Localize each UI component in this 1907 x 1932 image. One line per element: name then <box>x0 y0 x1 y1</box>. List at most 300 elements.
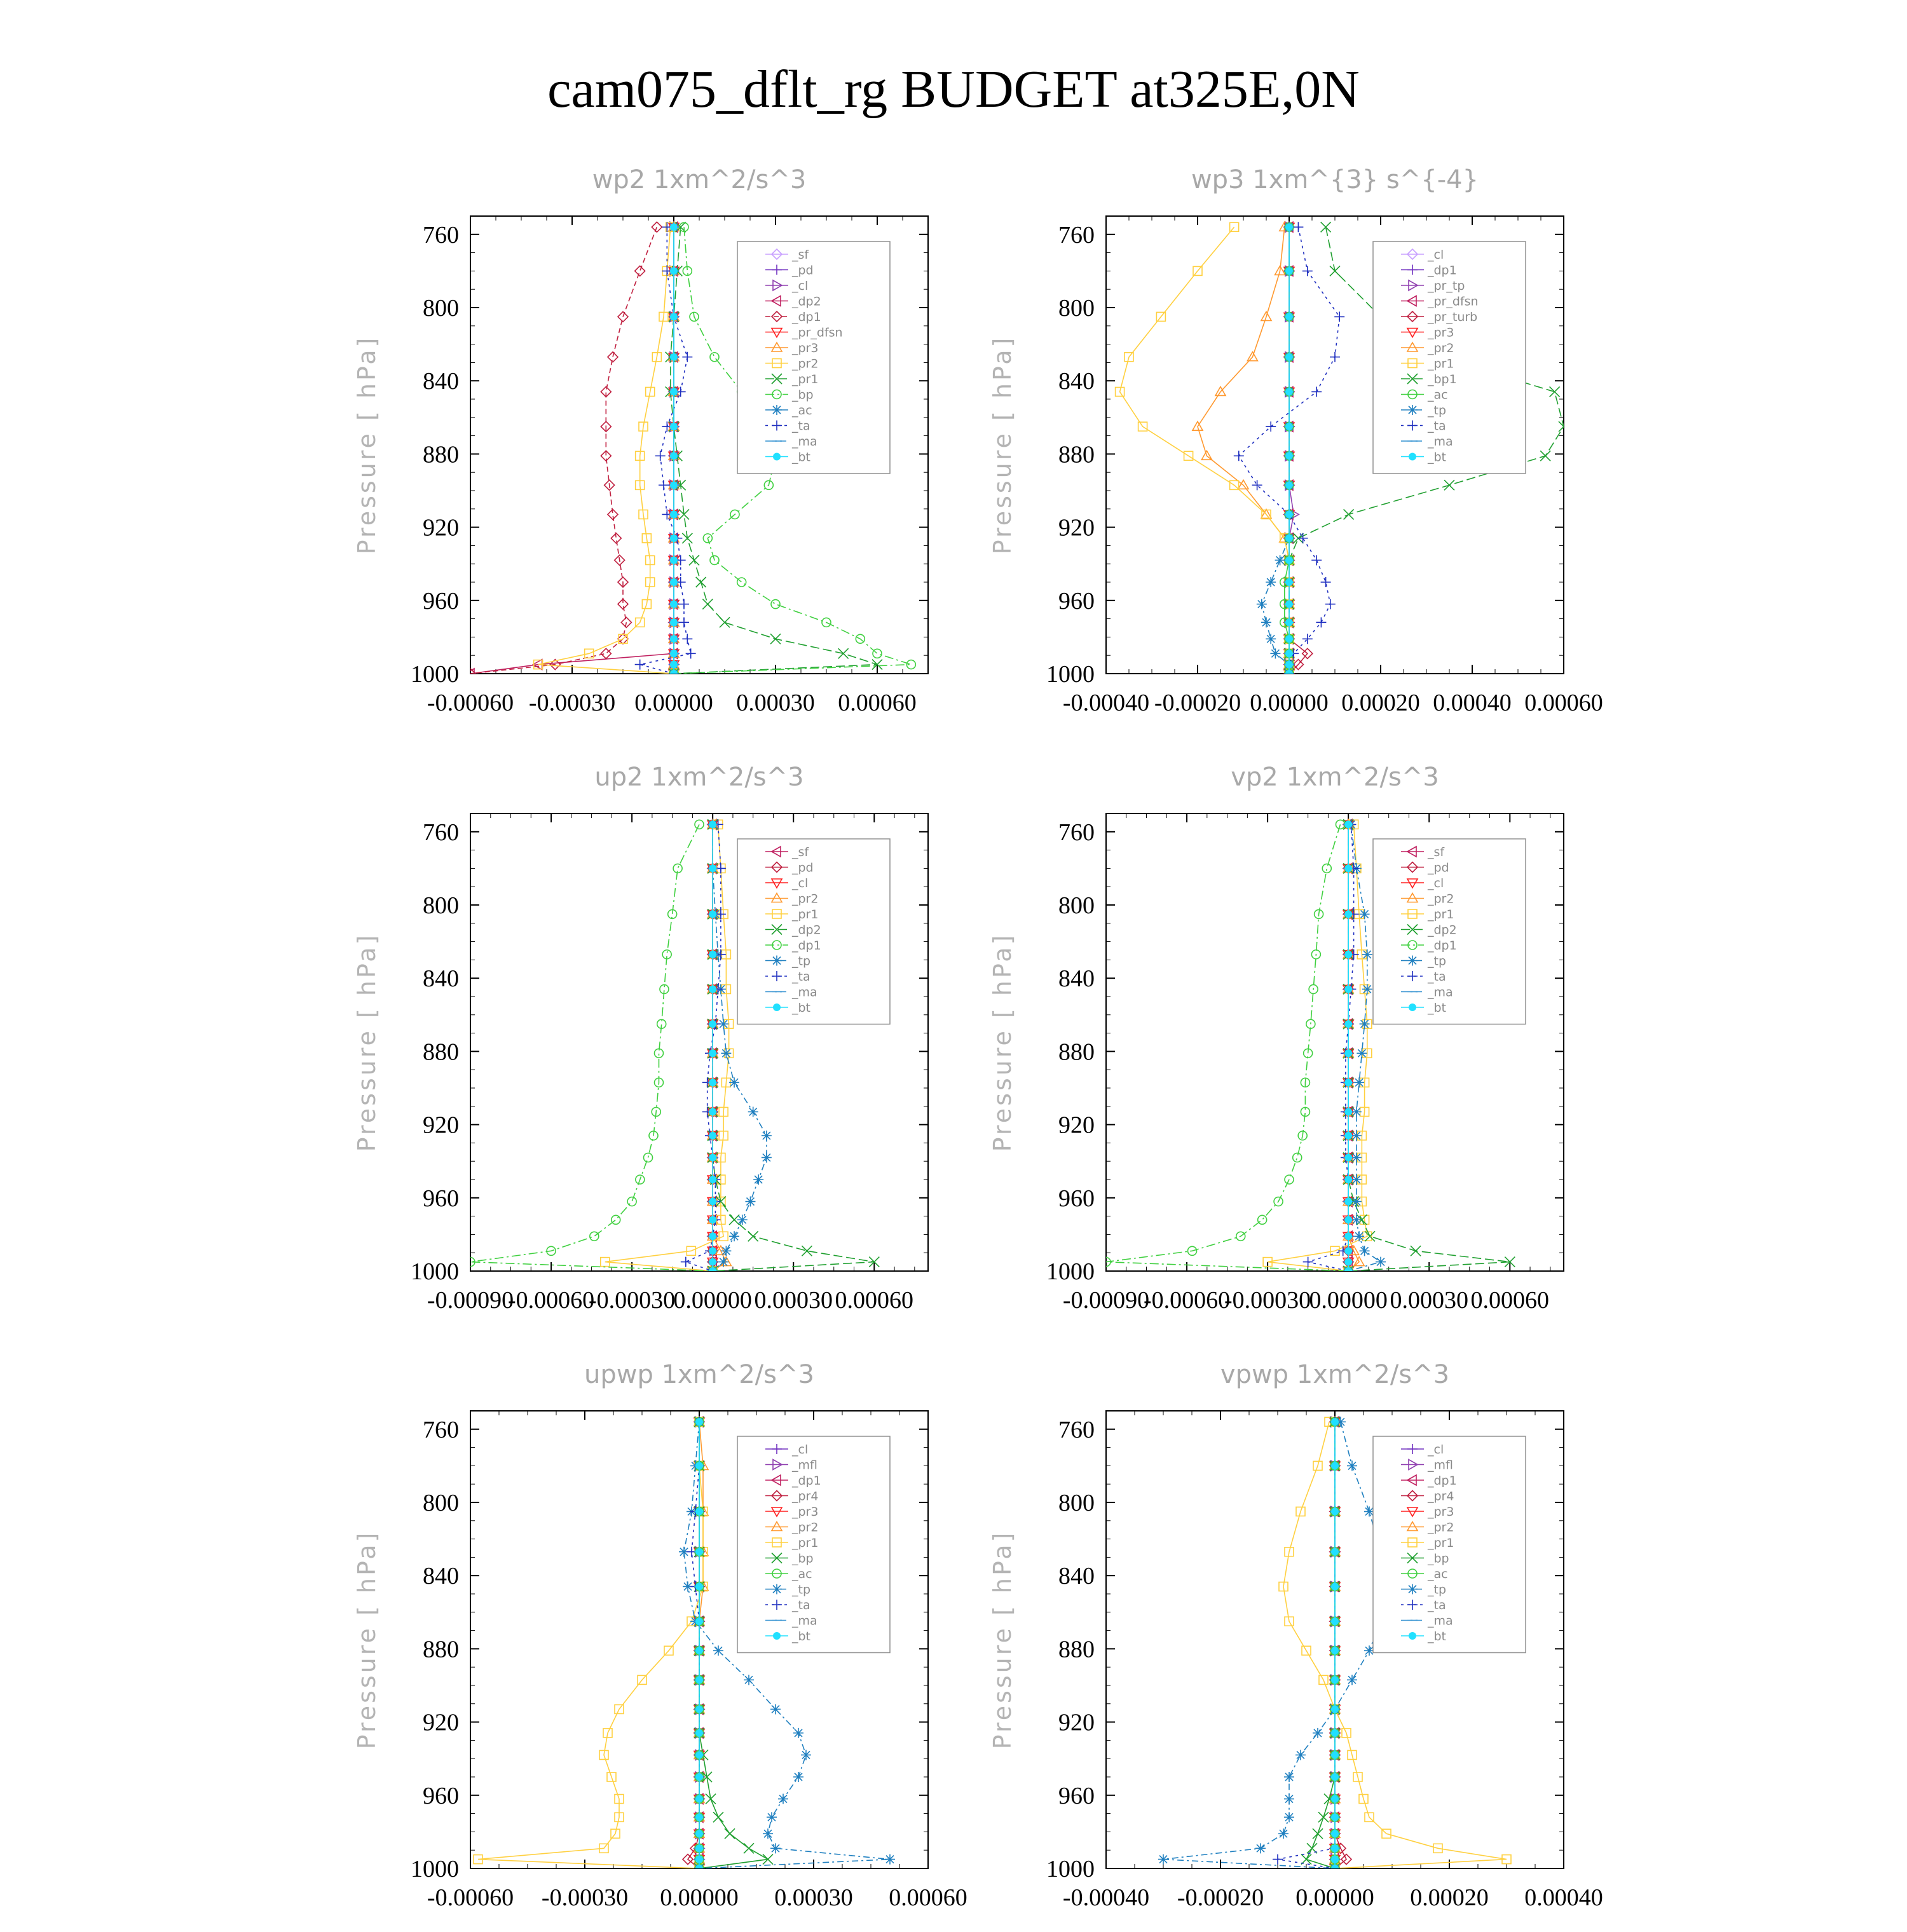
y-tick-label: 760 <box>423 819 459 846</box>
data-point-bt <box>1285 481 1293 489</box>
data-point-ta <box>1330 352 1340 362</box>
legend-label-ta: _ta <box>1428 970 1446 984</box>
series-dp1 <box>466 820 717 1276</box>
data-point-dp1 <box>611 533 621 543</box>
data-point-tp <box>1354 1231 1364 1241</box>
data-point-bt <box>1344 1078 1352 1086</box>
data-point-bp <box>771 600 780 609</box>
x-tick-label: -0.00090 <box>427 1287 514 1314</box>
series-line-dp1 <box>470 824 713 1271</box>
legend-label-ac: _ac <box>1428 1567 1448 1581</box>
legend-label-pr3: _pr3 <box>1428 1505 1454 1519</box>
legend-label-pd: _pd <box>792 263 814 278</box>
data-point-tp <box>745 1197 755 1207</box>
data-point-bt <box>709 1198 716 1206</box>
series-line-dp2 <box>470 227 674 674</box>
legend-label-pr4: _pr4 <box>792 1489 819 1504</box>
data-point-bt <box>695 1729 703 1737</box>
data-point-ta <box>1325 599 1336 609</box>
legend-label-dp2: _dp2 <box>1428 923 1457 937</box>
y-axis-label: Pressure [ hPa] <box>988 932 1016 1152</box>
legend-label-bp1: _bp1 <box>1428 372 1457 386</box>
data-point-bt <box>1331 1582 1339 1590</box>
data-point-bt <box>695 1582 703 1590</box>
data-point-ta <box>1252 480 1262 490</box>
x-tick-label: -0.00060 <box>507 1287 595 1314</box>
data-point-bt <box>709 1108 716 1115</box>
data-point-bt <box>670 556 678 564</box>
data-point-bt <box>709 1020 716 1028</box>
data-point-bt <box>670 388 678 395</box>
legend-label-pr1: _pr1 <box>1428 1536 1454 1550</box>
series-tp <box>1257 222 1294 679</box>
x-tick-label: 0.00000 <box>660 1884 739 1911</box>
y-tick-label: 960 <box>1058 1782 1095 1809</box>
series-ta <box>681 819 726 1276</box>
data-point-tp <box>737 1214 748 1225</box>
data-point-ta <box>1303 1257 1313 1267</box>
data-point-bt <box>695 1773 703 1781</box>
series-ac <box>1280 222 1294 678</box>
x-tick-label: 0.00000 <box>1309 1287 1388 1314</box>
data-point-bt <box>1285 423 1293 430</box>
data-point-bt <box>1344 1258 1352 1266</box>
data-point-bt <box>695 1462 703 1469</box>
legend-label-ta: _ta <box>792 1598 810 1612</box>
legend-label-pr2: _pr2 <box>792 357 819 371</box>
data-point-bt <box>1331 1795 1339 1803</box>
data-point-dp1 <box>644 1153 653 1162</box>
legend-label-sf: _sf <box>792 248 809 262</box>
legend-label-ac: _ac <box>792 1567 812 1581</box>
data-point-bt <box>1331 1830 1339 1837</box>
data-point-ta <box>1311 555 1322 565</box>
data-point-tp <box>770 1704 781 1714</box>
data-point-tp <box>753 1174 763 1185</box>
legend-label-pr3: _pr3 <box>792 341 819 355</box>
data-point-bt <box>1285 635 1293 643</box>
y-tick-label: 800 <box>1058 892 1095 919</box>
legend-label-ma: _ma <box>792 985 817 1000</box>
series-dp2 <box>465 222 678 679</box>
data-point-bt <box>695 1617 703 1625</box>
legend-label-cl: _cl <box>1428 876 1444 890</box>
figure-title: cam075_dflt_rg BUDGET at325E,0N <box>547 60 1360 119</box>
data-point-bt <box>670 353 678 361</box>
data-point-bp <box>873 649 882 658</box>
data-point-bt <box>1285 452 1293 459</box>
series-ta <box>1273 1417 1340 1874</box>
y-axis-label: Pressure [ hPa] <box>353 1530 381 1750</box>
data-point-ta <box>679 599 689 609</box>
chart-panel-vp2 <box>966 750 1602 1335</box>
y-tick-label: 960 <box>1058 1185 1095 1212</box>
data-point-tp <box>1270 648 1280 658</box>
data-point-bt <box>1331 1751 1339 1759</box>
legend-label-pr2: _pr2 <box>792 1520 819 1535</box>
series-ta <box>1303 819 1359 1276</box>
data-point-bt <box>1285 601 1293 608</box>
data-point-tp <box>744 1675 754 1685</box>
legend-label-ma: _ma <box>1428 435 1453 449</box>
data-point-tp <box>1376 1257 1386 1267</box>
legend-label-bp: _bp <box>1428 1551 1449 1566</box>
data-point-bt <box>1344 1108 1352 1115</box>
data-point-bt <box>695 1813 703 1821</box>
data-point-bt <box>670 452 678 459</box>
legend-label-bt: _bt <box>1428 1001 1447 1015</box>
series-pr-tp <box>1285 222 1299 679</box>
data-point-tp <box>1284 1812 1294 1822</box>
data-point-ta <box>1302 266 1313 276</box>
legend-marker-bt <box>773 1632 781 1640</box>
data-point-bt <box>670 423 678 430</box>
data-point-dp1 <box>635 266 645 276</box>
data-point-tp <box>748 1106 758 1117</box>
panel-title: vpwp 1xm^2/s^3 <box>1220 1360 1450 1389</box>
data-point-tp <box>1261 617 1271 627</box>
data-point-tp <box>729 1231 739 1241</box>
legend-label-tp: _tp <box>792 954 811 969</box>
data-point-pr1 <box>838 648 849 658</box>
legend-label-ma: _ma <box>792 1614 817 1628</box>
data-point-tp <box>1266 634 1276 644</box>
data-point-bp <box>1313 1828 1323 1839</box>
x-tick-label: 0.00000 <box>1295 1884 1374 1911</box>
data-point-pr1 <box>702 599 713 609</box>
legend-marker-tp <box>772 1584 782 1595</box>
legend-marker-tp <box>1407 1584 1418 1595</box>
legend-label-bp: _bp <box>792 1551 814 1566</box>
legend-marker-tp <box>1407 956 1418 966</box>
data-point-bt <box>1344 1232 1352 1240</box>
panel-title: wp2 1xm^2/s^3 <box>592 165 807 194</box>
data-point-dp1 <box>1258 1215 1267 1224</box>
legend-label-sf: _sf <box>792 845 809 859</box>
data-point-bt <box>695 1676 703 1684</box>
y-tick-label: 760 <box>1058 819 1095 846</box>
x-tick-label: 0.00060 <box>889 1884 967 1911</box>
legend-label-pr2: _pr2 <box>1428 892 1454 906</box>
y-axis-label: Pressure [ hPa] <box>988 335 1016 555</box>
x-tick-label: -0.00090 <box>1062 1287 1150 1314</box>
legend-label-pr-dfsn: _pr_dfsn <box>792 325 843 340</box>
legend-label-dp1: _dp1 <box>1428 263 1457 278</box>
data-point-ta <box>681 1257 691 1267</box>
data-point-bt <box>670 267 678 275</box>
legend-label-pr1: _pr1 <box>1428 908 1454 922</box>
data-point-tp <box>1347 1460 1357 1471</box>
data-point-dp2 <box>1411 1246 1421 1256</box>
data-point-ta <box>1273 1854 1283 1865</box>
data-point-bt <box>670 635 678 643</box>
data-point-bt <box>695 1548 703 1556</box>
legend-label-pd: _pd <box>792 861 814 875</box>
y-tick-label: 840 <box>423 1563 459 1590</box>
data-point-ta <box>682 634 692 644</box>
series-pr4 <box>1330 1417 1351 1874</box>
data-point-bt <box>1285 578 1293 586</box>
legend-label-cl: _cl <box>792 1443 809 1457</box>
legend-label-cl: _cl <box>1428 1443 1444 1457</box>
data-point-bt <box>709 1232 716 1240</box>
data-point-bt <box>1344 910 1352 918</box>
legend-label-pr-tp: _pr_tp <box>1428 279 1465 293</box>
y-tick-label: 920 <box>423 1709 459 1736</box>
y-tick-label: 840 <box>423 368 459 395</box>
data-point-tp <box>718 1257 728 1267</box>
legend-label-tp: _tp <box>1428 404 1447 418</box>
data-point-tp <box>721 1048 731 1058</box>
data-point-bt <box>1285 556 1293 564</box>
data-point-bt <box>709 1267 716 1275</box>
data-point-bt <box>670 661 678 669</box>
data-point-bt <box>1331 1647 1339 1654</box>
data-point-bt <box>1344 951 1352 958</box>
series-pr1 <box>1263 820 1372 1276</box>
data-point-bt <box>695 1865 703 1872</box>
legend-label-pr1: _pr1 <box>1428 357 1454 371</box>
x-tick-label: 0.00060 <box>835 1287 914 1314</box>
legend-marker-ac <box>772 405 782 415</box>
legend-label-pr2: _pr2 <box>1428 341 1454 355</box>
x-tick-label: 0.00060 <box>1524 690 1603 716</box>
data-point-tp <box>770 1843 781 1853</box>
data-point-tp <box>1255 1843 1266 1853</box>
data-point-ta <box>1321 577 1331 587</box>
data-point-tp <box>1313 1728 1323 1738</box>
data-point-pr2 <box>1238 480 1248 489</box>
y-tick-label: 920 <box>1058 1709 1095 1736</box>
data-point-pr1 <box>682 533 692 543</box>
legend-label-pr-turb: _pr_turb <box>1428 310 1478 324</box>
series-sf <box>707 819 716 1276</box>
y-tick-label: 800 <box>423 1490 459 1516</box>
data-point-bt <box>709 1132 716 1139</box>
y-tick-label: 760 <box>1058 1416 1095 1443</box>
legend-label-dp1: _dp1 <box>1428 1474 1457 1488</box>
data-point-bt <box>1344 1267 1352 1275</box>
series-sf <box>1343 819 1352 1276</box>
data-point-tp <box>1295 1750 1306 1760</box>
data-point-tp <box>1278 1828 1288 1839</box>
data-point-bt <box>670 578 678 586</box>
data-point-bt <box>1331 1844 1339 1852</box>
data-point-tp <box>713 1645 723 1656</box>
y-tick-label: 800 <box>1058 1490 1095 1516</box>
data-point-pr1 <box>696 577 706 587</box>
data-point-bt <box>670 313 678 320</box>
legend <box>737 1436 890 1653</box>
data-point-tp <box>762 1152 772 1162</box>
data-point-tp <box>1360 909 1370 919</box>
y-tick-label: 880 <box>423 1038 459 1066</box>
data-point-bt <box>709 1078 716 1086</box>
data-point-bt <box>1344 1176 1352 1183</box>
data-point-tp <box>801 1750 811 1760</box>
y-tick-label: 960 <box>423 1782 459 1809</box>
y-axis-label: Pressure [ hPa] <box>353 932 381 1152</box>
data-point-bp <box>1318 1812 1329 1822</box>
legend-label-pr1: _pr1 <box>792 908 819 922</box>
data-point-bp <box>710 353 719 362</box>
y-tick-label: 800 <box>1058 295 1095 322</box>
data-point-ta <box>1311 386 1322 397</box>
legend-label-pr2: _pr2 <box>1428 1520 1454 1535</box>
data-point-bp <box>737 578 746 587</box>
data-point-bp1 <box>1321 222 1331 232</box>
y-tick-label: 960 <box>423 587 459 615</box>
series-pr2 <box>1193 222 1294 677</box>
data-point-bt <box>1331 1507 1339 1515</box>
x-tick-label: 0.00030 <box>754 1287 833 1314</box>
y-tick-label: 880 <box>423 1636 459 1663</box>
legend-label-ta: _ta <box>1428 1598 1446 1612</box>
y-tick-label: 960 <box>1058 587 1095 615</box>
y-tick-label: 920 <box>423 1112 459 1139</box>
data-point-bt <box>1285 661 1293 669</box>
data-point-bt <box>670 534 678 542</box>
legend-label-cl: _cl <box>1428 248 1444 262</box>
legend-label-mfl: _mfl <box>792 1458 817 1473</box>
data-point-tp <box>1354 1077 1364 1087</box>
data-point-tp <box>1266 577 1276 587</box>
series-dp1 <box>1102 820 1353 1276</box>
y-tick-label: 1000 <box>1046 1856 1095 1882</box>
x-tick-label: 0.00030 <box>1390 1287 1468 1314</box>
legend-label-ac: _ac <box>792 404 812 418</box>
x-tick-label: -0.00030 <box>589 1287 676 1314</box>
data-point-bt <box>1344 1216 1352 1223</box>
legend-label-bt: _bt <box>792 1629 811 1643</box>
data-point-bp1 <box>1550 386 1560 397</box>
data-point-bt <box>695 1751 703 1759</box>
legend-marker-tp <box>1407 405 1418 415</box>
data-point-bt <box>1285 618 1293 626</box>
data-point-bt <box>1344 1049 1352 1057</box>
data-point-dp2 <box>802 1246 812 1256</box>
data-point-bp1 <box>1540 451 1550 461</box>
data-point-tp <box>762 1131 772 1141</box>
legend-marker-bt <box>1409 1632 1416 1640</box>
data-point-bt <box>1331 1856 1339 1863</box>
data-point-bt <box>1331 1729 1339 1737</box>
data-point-bt <box>670 510 678 518</box>
series-bt <box>1331 1418 1339 1872</box>
data-point-bt <box>1344 820 1352 828</box>
data-point-tp <box>1284 1794 1294 1804</box>
data-point-bt <box>670 670 678 677</box>
data-point-tp <box>1360 1019 1370 1029</box>
x-tick-label: 0.00020 <box>1410 1884 1489 1911</box>
data-point-tp <box>1357 1048 1367 1058</box>
y-tick-label: 880 <box>1058 1038 1095 1066</box>
legend-label-dp1: _dp1 <box>1428 939 1457 953</box>
data-point-bt <box>709 985 716 993</box>
data-point-bt <box>1285 388 1293 395</box>
data-point-bt <box>1344 1247 1352 1255</box>
data-point-tp <box>763 1828 773 1839</box>
data-point-tp <box>1347 1675 1357 1685</box>
data-point-bp1 <box>1330 266 1340 276</box>
data-point-tp <box>793 1728 803 1738</box>
data-point-bt <box>709 1153 716 1161</box>
data-point-bt <box>1285 267 1293 275</box>
data-point-tp <box>1362 984 1372 994</box>
data-point-tp <box>721 1246 731 1256</box>
legend-label-ac: _ac <box>1428 388 1448 402</box>
data-point-bt <box>1331 1865 1339 1872</box>
data-point-bt <box>709 1258 716 1266</box>
data-point-ta <box>686 648 696 658</box>
legend-label-cl: _cl <box>792 876 809 890</box>
data-point-dp1 <box>1293 1153 1302 1162</box>
legend-label-pr3: _pr3 <box>1428 325 1454 340</box>
y-tick-label: 920 <box>1058 1112 1095 1139</box>
x-tick-label: 0.00000 <box>634 690 713 716</box>
panel-title: vp2 1xm^2/s^3 <box>1231 763 1439 792</box>
data-point-bt <box>1331 1617 1339 1625</box>
data-point-ta <box>1293 222 1303 232</box>
data-point-bt <box>709 1216 716 1223</box>
y-tick-label: 760 <box>423 221 459 248</box>
legend-label-dp2: _dp2 <box>792 294 821 309</box>
data-point-bp <box>713 1812 723 1822</box>
data-point-bt <box>1344 1153 1352 1161</box>
data-point-bp1 <box>1444 480 1454 490</box>
legend-label-pr4: _pr4 <box>1428 1489 1454 1504</box>
data-point-bt <box>709 910 716 918</box>
x-tick-label: -0.00030 <box>528 690 616 716</box>
series-line-pr1 <box>478 1422 703 1868</box>
legend-label-dp2: _dp2 <box>792 923 821 937</box>
chart-panel-wp2 <box>331 153 966 737</box>
data-point-ta <box>659 480 669 490</box>
series-pr1 <box>1116 222 1294 678</box>
data-point-bt <box>709 951 716 958</box>
data-point-tp <box>1362 949 1372 960</box>
data-point-bt <box>1331 1813 1339 1821</box>
y-tick-label: 840 <box>1058 965 1095 993</box>
legend-label-pr1: _pr1 <box>792 372 819 386</box>
legend-marker-bt <box>1409 1003 1416 1011</box>
x-tick-label: -0.00020 <box>1177 1884 1264 1911</box>
data-point-pr1 <box>720 617 730 627</box>
legend-marker-bt <box>773 1003 781 1011</box>
legend-label-cl: _cl <box>792 279 809 293</box>
chart-panel-wp3 <box>966 153 1602 737</box>
legend-label-tp: _tp <box>1428 1582 1447 1597</box>
series-pr-turb <box>1284 222 1313 679</box>
x-tick-label: -0.00030 <box>1224 1287 1311 1314</box>
data-point-tp <box>1360 1246 1370 1256</box>
data-point-dp1 <box>612 1215 620 1224</box>
data-point-dp1 <box>590 1232 599 1241</box>
x-tick-label: 0.00000 <box>1250 690 1329 716</box>
data-point-pr1 <box>770 634 781 644</box>
x-tick-label: 0.00000 <box>673 1287 752 1314</box>
data-point-ta <box>1234 451 1244 461</box>
data-point-bt <box>695 1856 703 1863</box>
legend-label-pr1: _pr1 <box>792 1536 819 1550</box>
data-point-tp <box>1158 1854 1168 1865</box>
x-tick-label: 0.00060 <box>1470 1287 1550 1314</box>
legend-label-pr2: _pr2 <box>792 892 819 906</box>
y-tick-label: 840 <box>423 965 459 993</box>
data-point-bt <box>1344 1020 1352 1028</box>
data-point-bt <box>695 1830 703 1837</box>
y-tick-label: 960 <box>423 1185 459 1212</box>
